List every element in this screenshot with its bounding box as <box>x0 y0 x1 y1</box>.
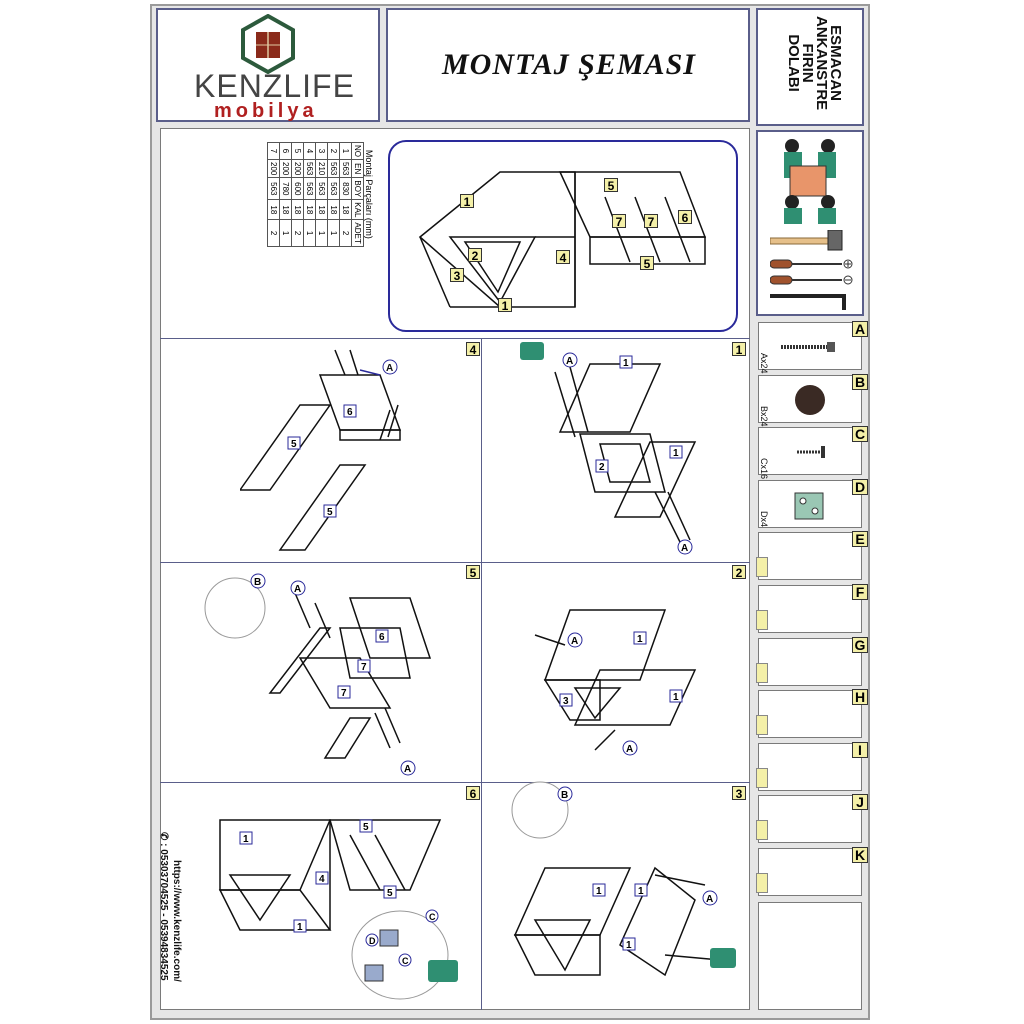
table-row <box>292 143 304 247</box>
hardware-letter: J <box>852 794 868 810</box>
brand-subtitle: mobilya <box>214 100 318 122</box>
svg-text:A: A <box>626 744 634 755</box>
confirmat-screw-icon <box>775 327 845 367</box>
table-cell: 563 <box>304 178 316 200</box>
hardware-item-h <box>758 689 866 738</box>
step3-drawing <box>495 780 745 1005</box>
two-workers-icon <box>780 136 840 226</box>
svg-text:A: A <box>706 894 714 905</box>
svg-text:4: 4 <box>319 874 325 885</box>
table-cell: 3 <box>316 143 328 160</box>
hardware-letter: C <box>852 426 868 442</box>
svg-text:C: C <box>429 912 436 922</box>
table-cell: 600 <box>292 178 304 200</box>
svg-text:A: A <box>566 356 574 367</box>
table-cell: 6 <box>280 143 292 160</box>
svg-text:A: A <box>571 636 579 647</box>
step6-drawing <box>200 790 460 1005</box>
hanger-bracket-icon <box>775 485 845 525</box>
table-row <box>328 143 340 247</box>
hardware-tab <box>756 768 768 788</box>
hardware-tab <box>756 715 768 735</box>
hardware-item-k <box>758 847 866 896</box>
page-title: MONTAJ ŞEMASI <box>442 48 696 81</box>
svg-text:1: 1 <box>243 834 249 845</box>
table-cell: 830 <box>340 178 352 200</box>
logo-panel <box>156 8 380 122</box>
hardware-quantity: Ax24 <box>759 353 769 374</box>
table-cell: 4 <box>304 143 316 160</box>
svg-text:2: 2 <box>599 462 605 473</box>
empty-panel <box>758 902 862 1010</box>
table-cell: 7 <box>268 143 280 160</box>
col-header: NO <box>352 143 364 160</box>
tools-panel <box>756 130 864 316</box>
allen-key-icon <box>770 296 844 310</box>
phone-numbers: : 05303704525 - 05394834525 <box>158 843 169 981</box>
divider <box>160 562 750 563</box>
hardware-item-i <box>758 743 862 791</box>
logo-icon <box>240 14 296 74</box>
hardware-letter: E <box>852 531 868 547</box>
table-row <box>268 143 280 247</box>
table-cell: 18 <box>268 200 280 220</box>
hardware-letter: I <box>852 742 868 758</box>
svg-text:C: C <box>402 956 409 966</box>
table-cell: 18 <box>316 200 328 220</box>
step-number: 6 <box>466 786 480 800</box>
step-number: 4 <box>466 342 480 356</box>
hammer-icon <box>770 230 842 250</box>
parts-table-caption: Montaj Parçaları (mm) <box>364 149 374 239</box>
part-label: 4 <box>556 250 570 264</box>
svg-text:1: 1 <box>638 886 644 897</box>
hardware-item-f <box>758 584 865 633</box>
wood-screw-icon <box>775 432 845 472</box>
parts-table <box>267 142 374 247</box>
step5-drawing <box>200 568 440 778</box>
step-number: 2 <box>732 565 746 579</box>
svg-text:A: A <box>294 584 302 595</box>
tool-set <box>770 230 858 312</box>
table-cell: 200 <box>268 160 280 178</box>
table-row <box>304 143 316 247</box>
part-label: 7 <box>644 214 658 228</box>
table-cell: 200 <box>292 160 304 178</box>
part-label: 1 <box>460 194 474 208</box>
svg-text:1: 1 <box>673 448 679 459</box>
step4-drawing <box>240 345 440 555</box>
product-panel <box>756 8 864 126</box>
table-cell: 1 <box>316 220 328 246</box>
part-label: 1 <box>498 298 512 312</box>
svg-text:5: 5 <box>387 888 393 899</box>
hardware-tab <box>756 610 768 630</box>
table-cell: 563 <box>304 160 316 178</box>
title-panel <box>386 8 750 122</box>
part-label: 2 <box>468 248 482 262</box>
table-cell: 2 <box>340 220 352 246</box>
table-cell: 5 <box>292 143 304 160</box>
hardware-quantity: Dx4 <box>759 511 769 528</box>
hardware-letter: G <box>852 637 868 653</box>
assembled-cabinet-drawing <box>390 142 736 330</box>
contact-info <box>158 832 182 982</box>
hardware-item-c <box>758 426 866 480</box>
hardware-quantity: Cx16 <box>759 458 769 480</box>
svg-text:B: B <box>561 790 569 801</box>
product-name: ESMACAN ANKANSTRE FIRIN DOLABI <box>785 16 844 111</box>
table-cell: 563 <box>268 178 280 200</box>
hardware-letter: H <box>852 689 868 705</box>
part-label: 6 <box>678 210 692 224</box>
table-cell: 1 <box>280 220 292 246</box>
table-cell: 1 <box>340 143 352 160</box>
hardware-tab <box>756 557 768 577</box>
svg-text:6: 6 <box>347 407 353 418</box>
table-cell: 18 <box>280 200 292 220</box>
table-row <box>280 143 292 247</box>
svg-text:A: A <box>681 543 689 554</box>
svg-text:1: 1 <box>637 634 643 645</box>
hardware-item-g <box>758 637 866 686</box>
svg-text:5: 5 <box>327 507 333 518</box>
step-number: 5 <box>466 565 480 579</box>
website-link[interactable]: https://www.kenzlife.com/ <box>171 860 182 982</box>
table-cell: 563 <box>328 160 340 178</box>
table-cell: 563 <box>340 160 352 178</box>
hardware-letter: D <box>852 479 868 495</box>
hardware-letter: F <box>852 584 868 600</box>
phillips-screwdriver-icon <box>770 260 852 268</box>
table-cell: 18 <box>340 200 352 220</box>
step2-drawing <box>520 600 720 770</box>
col-header: KAL <box>352 200 364 220</box>
hardware-tab <box>756 820 768 840</box>
hardware-tab <box>756 663 768 683</box>
hardware-letter: A <box>852 321 868 337</box>
part-label: 5 <box>640 256 654 270</box>
table-cell: 563 <box>316 178 328 200</box>
col-header: BOY <box>352 178 364 200</box>
phone-icon: ✆ <box>158 832 169 841</box>
table-cell: 18 <box>292 200 304 220</box>
hardware-quantity: Bx24 <box>759 406 769 427</box>
table-cell: 18 <box>304 200 316 220</box>
table-cell: 2 <box>292 220 304 246</box>
hardware-letter: K <box>852 847 868 863</box>
part-label: 7 <box>612 214 626 228</box>
svg-text:A: A <box>386 363 394 374</box>
brand-name: KENZLIFE <box>194 68 355 104</box>
col-header: ADET <box>352 220 364 246</box>
table-row <box>340 143 352 247</box>
screw-cap-icon <box>775 380 845 420</box>
step1-drawing <box>520 342 720 557</box>
part-label: 5 <box>604 178 618 192</box>
col-header: EN <box>352 160 364 178</box>
table-cell: 1 <box>328 220 340 246</box>
svg-text:1: 1 <box>297 922 303 933</box>
table-cell: 563 <box>328 178 340 200</box>
divider <box>160 338 750 339</box>
table-cell: 2 <box>268 220 280 246</box>
svg-text:5: 5 <box>363 822 369 833</box>
hardware-item-b <box>758 374 866 427</box>
svg-text:6: 6 <box>379 632 385 643</box>
hardware-tab <box>756 873 768 893</box>
svg-text:7: 7 <box>361 662 367 673</box>
svg-text:7: 7 <box>341 688 347 699</box>
table-cell: 2 <box>328 143 340 160</box>
hardware-item-d <box>758 479 866 528</box>
flat-screwdriver-icon <box>770 276 852 284</box>
table-cell: 200 <box>280 160 292 178</box>
table-cell: 18 <box>328 200 340 220</box>
hardware-item-a <box>758 321 866 374</box>
svg-text:1: 1 <box>623 358 629 369</box>
svg-text:5: 5 <box>291 439 297 450</box>
svg-text:D: D <box>369 936 376 946</box>
svg-text:1: 1 <box>673 692 679 703</box>
svg-text:1: 1 <box>626 940 632 951</box>
table-cell: 210 <box>316 160 328 178</box>
step-number: 1 <box>732 342 746 356</box>
hardware-item-j <box>758 795 862 843</box>
svg-text:B: B <box>254 577 262 588</box>
part-label: 3 <box>450 268 464 282</box>
svg-text:3: 3 <box>563 696 569 707</box>
divider <box>481 338 482 1010</box>
table-row <box>316 143 328 247</box>
table-cell: 780 <box>280 178 292 200</box>
step-number: 3 <box>732 786 746 800</box>
svg-text:1: 1 <box>596 886 602 897</box>
svg-text:A: A <box>404 764 412 775</box>
table-cell: 1 <box>304 220 316 246</box>
hardware-item-e <box>758 531 865 580</box>
assembled-overview <box>388 140 738 332</box>
hardware-letter: B <box>852 374 868 390</box>
